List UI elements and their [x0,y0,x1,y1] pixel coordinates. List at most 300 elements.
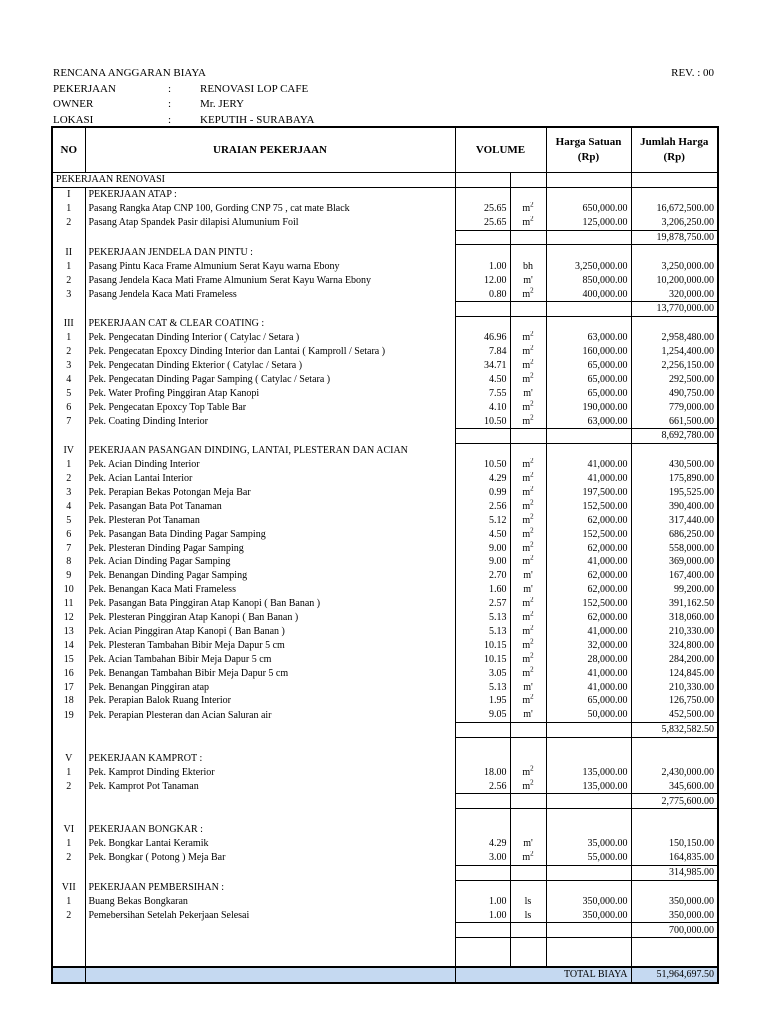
table-row [52,583,718,597]
item-total: 391,162.50 [631,597,718,611]
item-unit: $m^2$ [510,851,546,865]
empty-cell [546,429,631,444]
item-description: Pek. Plesteran Dinding Pagar Samping [85,541,455,555]
item-unit-price: 65,000.00 [546,386,631,400]
item-volume: 5.13 [455,625,510,639]
item-unit: $m^2$ [510,372,546,386]
section-title: PEKERJAAN BONGKAR : [85,823,455,837]
item-unit: $m^2$ [510,499,546,513]
item-unit: $m^2$ [510,611,546,625]
empty-cell [52,794,85,809]
item-volume: 10.15 [455,638,510,652]
item-number: 13 [52,625,85,639]
item-volume: 1.95 [455,694,510,708]
empty-cell [546,737,631,751]
table-row [52,625,718,639]
item-unit-price: 850,000.00 [546,273,631,287]
empty-cell [510,952,546,967]
empty-cell [546,230,631,245]
table-row [52,472,718,486]
item-description: Pasang Atap Spandek Pasir dilapisi Alumunium Foil [85,216,455,230]
item-volume: 25.65 [455,216,510,230]
spacer-row [52,809,718,823]
item-total: 167,400.00 [631,569,718,583]
table-row [52,499,718,513]
item-number: 1 [52,894,85,908]
table-row [52,779,718,793]
empty-cell [85,923,455,938]
empty-cell [546,865,631,880]
section-subtotal: 314,985.00 [631,865,718,880]
empty-cell [455,173,510,188]
empty-cell [455,187,510,201]
item-number: 3 [52,359,85,373]
empty-cell [546,794,631,809]
empty-cell [546,722,631,737]
empty-cell [546,952,631,967]
spacer-row [52,737,718,751]
empty-cell [455,794,510,809]
table-row [52,359,718,373]
item-total: 3,206,250.00 [631,216,718,230]
item-volume: 9.05 [455,708,510,722]
empty-cell [455,923,510,938]
item-description: Pek. Acian Lantai Interior [85,472,455,486]
item-unit: $m^2$ [510,287,546,301]
item-total: 284,200.00 [631,652,718,666]
empty-cell [455,737,510,751]
empty-cell [510,722,546,737]
table-row [52,541,718,555]
empty-cell [510,938,546,952]
item-total: 195,525.00 [631,486,718,500]
item-unit: m' [510,386,546,400]
item-unit-price: 135,000.00 [546,779,631,793]
section-number: V [52,752,85,766]
item-description: Pasang Pintu Kaca Frame Almunium Serat Kayu warna Ebony [85,259,455,273]
item-total: 779,000.00 [631,400,718,414]
empty-cell [85,967,455,983]
table-row [52,638,718,652]
table-row [52,414,718,428]
item-unit: $m^2$ [510,513,546,527]
table-row [52,273,718,287]
item-unit: $m^2$ [510,216,546,230]
section-subtotal: 2,775,600.00 [631,794,718,809]
item-total: 164,835.00 [631,851,718,865]
empty-cell [510,865,546,880]
item-unit-price: 350,000.00 [546,908,631,922]
item-total: 490,750.00 [631,386,718,400]
table-row [52,708,718,722]
intro-row [52,173,718,188]
item-unit-price: 32,000.00 [546,638,631,652]
header-row-pekerjaan [53,82,716,98]
item-description: Pek. Plesteran Pinggiran Atap Kanopi ( Ban Banan ) [85,611,455,625]
empty-cell [52,737,85,751]
item-description: Pek. Water Profing Pinggiran Atap Kanopi [85,386,455,400]
item-volume: 4.50 [455,372,510,386]
empty-cell [510,809,546,823]
item-unit: $m^2$ [510,331,546,345]
col-uraian-header: URAIAN PEKERJAAN [85,127,455,173]
section-title: PEKERJAAN ATAP : [85,187,455,201]
item-unit-price: 62,000.00 [546,541,631,555]
item-unit-price: 41,000.00 [546,472,631,486]
document-header [53,66,716,128]
table-row [52,400,718,414]
item-total: 350,000.00 [631,908,718,922]
empty-cell [510,880,546,894]
header-colon: : [168,82,172,95]
empty-cell [455,443,510,457]
table-row [52,345,718,359]
item-total: 369,000.00 [631,555,718,569]
item-description: Pek. Pengecatan Epoxcy Dinding Interior dan Lantai ( Kamproll / Setara ) [85,345,455,359]
table-row [52,513,718,527]
item-description: Pek. Acian Dinding Interior [85,458,455,472]
item-unit-price: 152,500.00 [546,527,631,541]
empty-cell [510,823,546,837]
item-description: Pek. Pengecatan Epoxcy Top Table Bar [85,400,455,414]
item-unit: $m^2$ [510,486,546,500]
item-total: 150,150.00 [631,837,718,851]
item-unit: $m^2$ [510,625,546,639]
item-unit-price: 650,000.00 [546,202,631,216]
empty-cell [52,302,85,317]
empty-cell [85,794,455,809]
item-volume: 1.00 [455,259,510,273]
empty-cell [546,302,631,317]
item-number: 3 [52,486,85,500]
item-unit-price: 3,250,000.00 [546,259,631,273]
empty-cell [631,952,718,967]
item-number: 1 [52,837,85,851]
item-unit: m' [510,680,546,694]
item-unit-price: 152,500.00 [546,499,631,513]
empty-cell [85,865,455,880]
item-number: 5 [52,386,85,400]
item-total: 390,400.00 [631,499,718,513]
item-description: Pek. Perapian Plesteran dan Acian Saluran air [85,708,455,722]
empty-cell [85,722,455,737]
empty-cell [85,737,455,751]
item-description: Pek. Acian Pinggiran Atap Kanopi ( Ban Banan ) [85,625,455,639]
table-row [52,202,718,216]
header-colon: : [168,113,172,126]
total-value: 51,964,697.50 [631,967,718,983]
item-total: 175,890.00 [631,472,718,486]
item-unit-price: 65,000.00 [546,372,631,386]
item-unit-price: 62,000.00 [546,513,631,527]
item-total: 430,500.00 [631,458,718,472]
section-heading-row [52,443,718,457]
item-unit: m' [510,583,546,597]
item-volume: 34.71 [455,359,510,373]
item-volume: 5.13 [455,680,510,694]
item-description: Pek. Kamprot Dinding Ekterior [85,765,455,779]
document-title: RENCANA ANGGARAN BIAYA [53,67,207,79]
item-unit-price: 125,000.00 [546,216,631,230]
item-total: 99,200.00 [631,583,718,597]
item-unit-price: 197,500.00 [546,486,631,500]
item-volume: 2.56 [455,779,510,793]
item-unit-price: 62,000.00 [546,583,631,597]
section-heading-row [52,880,718,894]
section-subtotal: 700,000.00 [631,923,718,938]
empty-cell [510,429,546,444]
item-description: Pek. Acian Dinding Pagar Samping [85,555,455,569]
empty-cell [455,809,510,823]
empty-cell [52,952,85,967]
item-volume: 46.96 [455,331,510,345]
empty-cell [455,752,510,766]
item-unit: $m^2$ [510,527,546,541]
empty-cell [510,794,546,809]
section-subtotal: 5,832,582.50 [631,722,718,737]
revision-label: REV. : 00 [671,67,714,79]
item-volume: 1.60 [455,583,510,597]
table-row [52,486,718,500]
item-volume: 10.15 [455,652,510,666]
item-unit-price: 62,000.00 [546,569,631,583]
item-volume: 0.80 [455,287,510,301]
item-unit: $m^2$ [510,458,546,472]
table-body [52,173,718,967]
item-description: Pek. Pengecatan Dinding Pagar Samping ( Catylac / Setara ) [85,372,455,386]
item-unit: $m^2$ [510,414,546,428]
item-volume: 2.57 [455,597,510,611]
item-total: 210,330.00 [631,625,718,639]
table-row [52,694,718,708]
item-volume: 7.55 [455,386,510,400]
section-subtotal: 19,878,750.00 [631,230,718,245]
header-value: RENOVASI LOP CAFE [200,82,309,95]
empty-cell [546,923,631,938]
item-unit: m' [510,837,546,851]
item-unit-price: 41,000.00 [546,666,631,680]
empty-cell [510,923,546,938]
item-unit: bh [510,259,546,273]
item-unit: $m^2$ [510,652,546,666]
header-label: OWNER [53,98,94,111]
item-description: Pek. Benangan Pinggiran atap [85,680,455,694]
item-total: 318,060.00 [631,611,718,625]
table-row [52,597,718,611]
item-volume: 25.65 [455,202,510,216]
empty-cell [546,316,631,330]
item-description: Pek. Pasangan Bata Pot Tanaman [85,499,455,513]
empty-cell [631,938,718,952]
item-number: 18 [52,694,85,708]
item-total: 452,500.00 [631,708,718,722]
table-row [52,331,718,345]
total-row [52,967,718,983]
empty-cell [455,316,510,330]
section-title: PEKERJAAN KAMPROT : [85,752,455,766]
section-subtotal: 13,770,000.00 [631,302,718,317]
item-total: 292,500.00 [631,372,718,386]
empty-cell [546,823,631,837]
item-unit: $m^2$ [510,541,546,555]
table-row [52,386,718,400]
item-total: 345,600.00 [631,779,718,793]
item-number: 2 [52,216,85,230]
item-number: 2 [52,345,85,359]
table-row [52,652,718,666]
item-unit-price: 152,500.00 [546,597,631,611]
empty-cell [546,173,631,188]
item-unit: ls [510,894,546,908]
subtotal-row [52,302,718,317]
header-row-owner [53,97,716,113]
item-description: Pek. Bongkar ( Potong ) Meja Bar [85,851,455,865]
item-number: 11 [52,597,85,611]
empty-cell [546,809,631,823]
item-unit: $m^2$ [510,472,546,486]
empty-cell [631,823,718,837]
item-unit-price: 35,000.00 [546,837,631,851]
section-number: II [52,245,85,259]
item-unit: $m^2$ [510,638,546,652]
empty-cell [510,737,546,751]
item-volume: 10.50 [455,458,510,472]
empty-cell [85,952,455,967]
subtotal-row [52,230,718,245]
item-unit: m' [510,708,546,722]
item-unit: ls [510,908,546,922]
empty-cell [455,230,510,245]
item-number: 10 [52,583,85,597]
item-unit: $m^2$ [510,694,546,708]
item-unit-price: 28,000.00 [546,652,631,666]
empty-cell [546,443,631,457]
empty-cell [52,865,85,880]
item-unit-price: 63,000.00 [546,414,631,428]
subtotal-row [52,429,718,444]
empty-cell [631,245,718,259]
item-number: 1 [52,765,85,779]
empty-cell [631,752,718,766]
empty-cell [85,302,455,317]
item-total: 317,440.00 [631,513,718,527]
table-row [52,458,718,472]
item-total: 16,672,500.00 [631,202,718,216]
item-unit: m' [510,569,546,583]
item-volume: 5.12 [455,513,510,527]
item-unit-price: 63,000.00 [546,331,631,345]
intro-label: PEKERJAAN RENOVASI [52,173,455,188]
item-number: 2 [52,779,85,793]
item-volume: 1.00 [455,908,510,922]
empty-cell [52,429,85,444]
item-number: 3 [52,287,85,301]
subtotal-row [52,865,718,880]
item-number: 2 [52,273,85,287]
item-volume: 10.50 [455,414,510,428]
item-description: Pek. Pengecatan Dinding Interior ( Catylac / Setara ) [85,331,455,345]
item-description: Pasang Jendela Kaca Mati Frameless [85,287,455,301]
item-volume: 2.70 [455,569,510,583]
item-description: Pek. Acian Tambahan Bibir Meja Dapur 5 cm [85,652,455,666]
section-title: PEKERJAAN CAT & CLEAR COATING : [85,316,455,330]
item-total: 661,500.00 [631,414,718,428]
item-volume: 2.56 [455,499,510,513]
section-heading-row [52,245,718,259]
item-volume: 4.10 [455,400,510,414]
table-row [52,666,718,680]
empty-cell [510,187,546,201]
empty-cell [85,809,455,823]
item-total: 2,430,000.00 [631,765,718,779]
item-unit-price: 65,000.00 [546,359,631,373]
item-number: 17 [52,680,85,694]
section-number: IV [52,443,85,457]
item-number: 1 [52,458,85,472]
item-total: 126,750.00 [631,694,718,708]
empty-cell [455,823,510,837]
item-volume: 5.13 [455,611,510,625]
item-unit: $m^2$ [510,597,546,611]
col-jumlah-header: Jumlah Harga (Rp) [631,127,718,173]
table-row [52,569,718,583]
item-volume: 9.00 [455,555,510,569]
item-description: Pek. Benangan Tambahan Bibir Meja Dapur 5 cm [85,666,455,680]
item-volume: 7.84 [455,345,510,359]
item-unit-price: 160,000.00 [546,345,631,359]
empty-cell [546,187,631,201]
section-heading-row [52,187,718,201]
empty-cell [510,316,546,330]
table-row [52,851,718,865]
item-description: Pemebersihan Setelah Pekerjaan Selesai [85,908,455,922]
col-volume-header: VOLUME [455,127,546,173]
spacer-row [52,938,718,952]
empty-cell [455,952,510,967]
item-number: 8 [52,555,85,569]
empty-cell [85,938,455,952]
item-number: 14 [52,638,85,652]
item-description: Pasang Rangka Atap CNP 100, Gording CNP 75 , cat mate Black [85,202,455,216]
empty-cell [455,880,510,894]
section-subtotal: 8,692,780.00 [631,429,718,444]
item-volume: 9.00 [455,541,510,555]
item-number: 5 [52,513,85,527]
item-volume: 12.00 [455,273,510,287]
item-number: 6 [52,400,85,414]
item-volume: 4.29 [455,837,510,851]
item-unit-price: 41,000.00 [546,625,631,639]
table-row [52,894,718,908]
budget-table [51,126,719,984]
item-unit-price: 65,000.00 [546,694,631,708]
header-label: LOKASI [53,113,94,126]
section-title: PEKERJAAN JENDELA DAN PINTU : [85,245,455,259]
empty-cell [631,737,718,751]
empty-cell [631,443,718,457]
header-label: PEKERJAAN [53,82,116,95]
item-total: 350,000.00 [631,894,718,908]
empty-cell [455,429,510,444]
item-volume: 4.29 [455,472,510,486]
item-total: 2,958,480.00 [631,331,718,345]
empty-cell [510,302,546,317]
empty-cell [631,187,718,201]
table-row [52,837,718,851]
section-heading-row [52,823,718,837]
empty-cell [455,302,510,317]
item-unit-price: 41,000.00 [546,555,631,569]
